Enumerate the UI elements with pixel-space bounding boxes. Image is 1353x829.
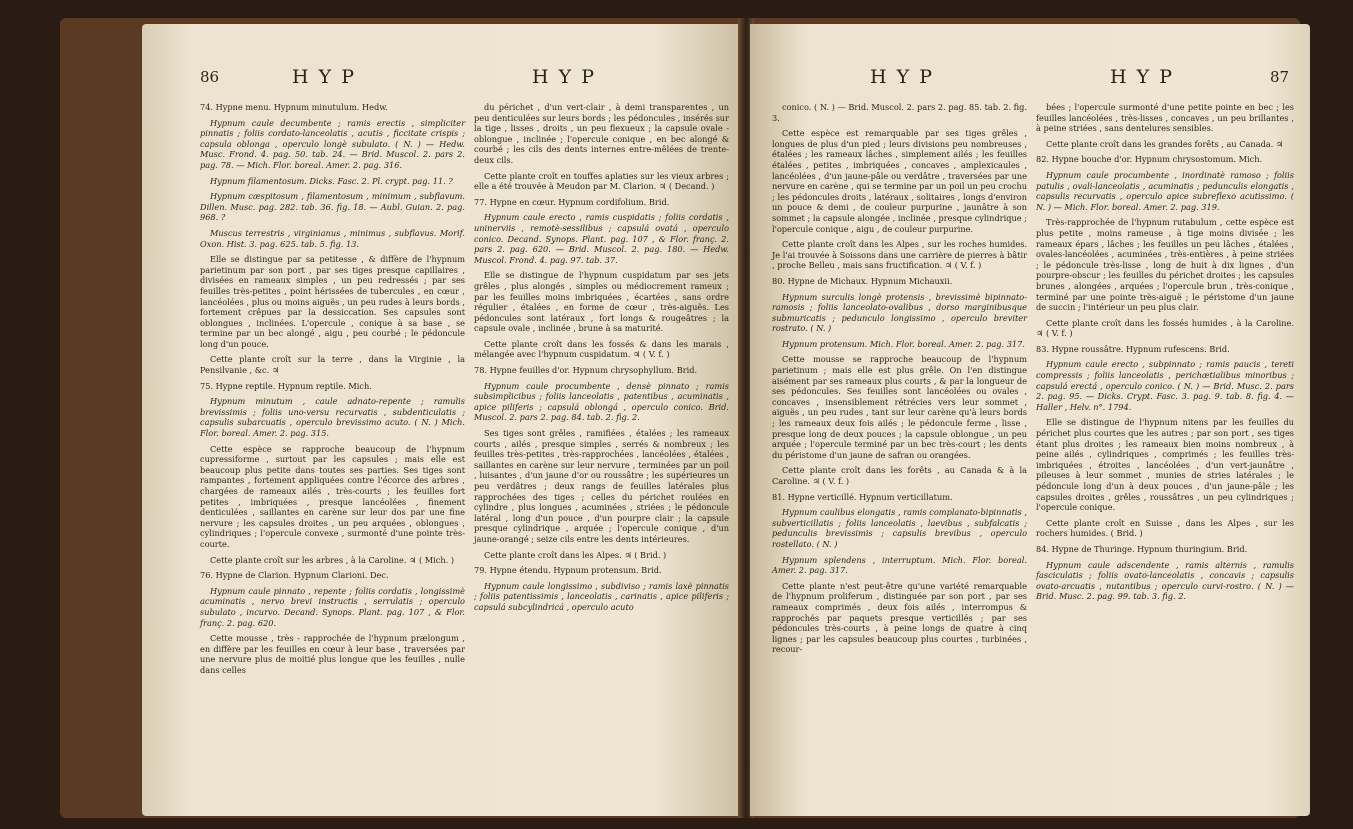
paragraph: 75. Hypne reptile. Hypnum reptile. Mich. bbox=[200, 380, 372, 391]
paragraph: Muscus terrestris , virginianus , minimus , subflavus. Morif. Oxon. Hist. 3. pag. 625. tab. 5. fig. 13. bbox=[200, 227, 465, 249]
paragraph: Hypnum caule adscendente , ramis alternis , ramulis fasciculatis ; foliis ovato-lanceolatis , concavis ; capsulis ovato-arcuatis , nutantibus ; operculo curvi-rostro. ( N. ) — Brid. Musc. 2. pag. 99. tab. 3. fig. 2. bbox=[1036, 559, 1294, 602]
paragraph: Ses tiges sont grêles , ramifiées , étalées ; les rameaux courts , ailés , presque simples , serrés & nombreux ; les feuilles très-petites , très-rapprochées , lancéolées , étalées , saillantes en carène sur leur nervure , terminées par un poil , luisantes , d'un jaune d'or ou roussâtre ; les supérieures un peu verdâtres ; deux rangs de feuilles latérales plus rapprochées des tiges ; celles du périchet roulées en cylindre , plus longues , acuminées , striées ; le pédoncule latéral , long d'un pouce , d'un pourpre clair ; la capsule presque cylindrique , arquée ; l'opercule conique , d'un jaune-orangé ; seize cils entre les dents intérieures. bbox=[474, 428, 729, 544]
paragraph: Cette plante croît sur la terre , dans la Virginie , la Pensilvanie , &c. ♃ bbox=[200, 354, 465, 376]
running-head-left-b: H Y P bbox=[532, 66, 596, 88]
paragraph: Cette plante croît sur les arbres , à la Caroline. ♃ ( Mich. ) bbox=[210, 554, 455, 565]
left-page bbox=[142, 24, 742, 816]
left-column-1 bbox=[200, 102, 465, 681]
right-column-1 bbox=[772, 102, 1027, 660]
left-column-2 bbox=[474, 102, 729, 618]
paragraph: 77. Hypne en cœur. Hypnum cordifolium. Brid. bbox=[474, 196, 670, 207]
paragraph: 79. Hypne étendu. Hypnum protensum. Brid. bbox=[474, 565, 662, 576]
paragraph: Hypnum cæspitosum , filamentosum , minimum , subflavum. Dillen. Musc. pag. 282. tab. 36. fig. 18. — Aubl. Guian. 2. pag. 968. ? bbox=[200, 191, 465, 223]
paragraph: Cette plante n'est peut-être qu'une variété remarquable de l'hypnum proliferum , distinguée par son port , par ses rameaux comprimés , deux fois ailés , interrompus & rapprochés par paquets presque verticillés ; par ses pédoncules très-courts , à peine longs de quatre à cinq lignes ; par les capsules beaucoup plus courtes , turbinées , recour- bbox=[772, 580, 1027, 655]
paragraph: Cette plante croît dans les grandes forêts , au Canada. ♃ bbox=[1046, 138, 1284, 149]
paragraph: Hypnum caule longissimo , subdiviso ; ramis laxè pinnatis ; foliis patentissimis , lanceolatis , carinatis , apice piliferis ; capsulá subcylindricá , operculo acuto bbox=[474, 580, 729, 612]
paragraph: 80. Hypne de Michaux. Hypnum Michauxii. bbox=[772, 275, 953, 286]
running-head-right-a: H Y P bbox=[870, 66, 934, 88]
paragraph: Hypnum minutum , caule adnato-repente ; ramulis brevissimis ; foliis uno-versu recurvatis , subdenticulatis ; capsulis subarcuatis , operculo brevissimo acuto. ( N. ) Mich. Flor. boreal. Amer. 2. pag. 315. bbox=[200, 396, 465, 439]
paragraph: Cette plante croît dans les Alpes. ♃ ( Brid. ) bbox=[484, 549, 667, 560]
paragraph: 82. Hypne bouche d'or. Hypnum chrysostomum. Mich. bbox=[1036, 154, 1263, 165]
paragraph: Hypnum protensum. Mich. Flor. boreal. Amer. 2. pag. 317. bbox=[782, 338, 1025, 349]
paragraph: Hypnum surculis longè protensis , brevissimè bipinnato-ramosis ; foliis lanceolato-ovalibus , dorso marginibusque submuricatis ; pedunculo longissimo , operculo breviter rostrato. ( N. ) bbox=[772, 291, 1027, 334]
paragraph: Cette plante croît en touffes aplaties sur les vieux arbres ; elle a été trouvée à Meudon par M. Clarion. ♃ ( Decand. ) bbox=[474, 170, 729, 192]
paragraph: Cette mousse , très - rapprochée de l'hypnum prælongum , en diffère par les feuilles en cœur à leur base , traversées par une nervure plus de moitié plus longue que les feuilles , nulle dans celles bbox=[200, 633, 465, 675]
paragraph: Cette espèce se rapproche beaucoup de l'hypnum cupressiforme , surtout par les capsules ; mais elle est beaucoup plus petite dans toutes ses parties. Ses tiges sont rampantes , fortement appliquées contre l'écorce des arbres , chargées de rameaux ailés , très-courts ; les feuilles fort petites , imbriquées , presque lancéolées , finement denticulées , saillantes en carène sur leur dos par une fine nervure ; les capsules droites , un peu arquées , oblongues , cylindriques ; l'opercule convexe , surmonté d'une pointe très-courte. bbox=[200, 443, 465, 549]
paragraph: Cette espèce est remarquable par ses tiges grêles , longues de plus d'un pied ; leurs divisions peu nombreuses , étalées ; les rameaux lâches , simplement ailés ; les feuilles étalées , petites , imbriquées , concaves , amplexicaules , lancéolées , d'un jaune-pâle ou verdâtre , traversées par une nervure en carène , qui se termine par un poil un peu crochu ; les pédoncules droits , latéraux , solitaires , longs d'environ un pouce & demi , de couleur purpurine , jaunâtre à son sommet ; la capsule alongée , inclinée , presque cylindrique ; l'opercule conique , aigu , de couleur purpurine. bbox=[772, 128, 1027, 234]
paragraph: Elle se distingue de l'hypnum cuspidatum par ses jets grêles , plus alongés , simples ou médiocrement rameux ; par les feuilles moins imbriquées , écartées , sans ordre régulier , étalées , en forme de cœur , très-aiguës. Les pédoncules sont latéraux , fort longs & rougeâtres ; la capsule ovale , inclinée , brune à sa maturité. bbox=[474, 270, 729, 334]
paragraph: 76. Hypne de Clarion. Hypnum Clarioni. Dec. bbox=[200, 570, 389, 581]
paragraph: Cette plante croît dans les fossés & dans les marais , mélangée avec l'hypnum cuspidatum. ♃ ( V. f. ) bbox=[474, 338, 729, 360]
right-column-2 bbox=[1036, 102, 1294, 607]
paragraph: Cette mousse se rapproche beaucoup de l'hypnum parietinum ; mais elle est plus grêle. On l'en distingue aisément par ses rameaux plus courts , & par la longueur de ses pédoncules. Ses feuilles sont lancéolées ou ovales , concaves , insensiblement rétrécies vers leur sommet , aiguës , un peu rudes , tant sur leur carène qu'à leurs bords ; les rameaux deux fois ailés ; le pédoncule ferme , lisse , presque long de deux pouces ; la capsule oblongue , un peu arquée ; l'opercule terminé par un bec très-court ; les dents du péristome d'un jaune de safran ou orangées. bbox=[772, 354, 1027, 460]
page-number-right: 87 bbox=[1270, 68, 1290, 86]
paragraph: Hypnum filamentosum. Dicks. Fasc. 2. Pl. crypt. pag. 11. ? bbox=[210, 175, 453, 186]
paragraph: Hypnum caule erecto , ramis cuspidatis ; foliis cordatis , uninerviis , remotè-sessilibus ; capsulá ovatá , operculo conico. Decand. Synops. Plant. pag. 107 , & Flor. franç. 2. pars 2. pag. 620. — Brid. Muscol. 2. pag. 180. — Hedw. Muscol. Frond. 4. pag. 97. tab. 37. bbox=[474, 212, 729, 265]
paragraph: 74. Hypne menu. Hypnum minutulum. Hedw. bbox=[200, 102, 388, 112]
paragraph: Hypnum caulibus elongatis , ramis complanato-bipinnatis , subverticillatis ; foliis lanceolatis , laevibus , subfalcatis ; pedunculis brevissimis ; capsulis brevibus , operculo rostellato. ( N. ) bbox=[772, 507, 1027, 549]
paragraph: Hypnum caule procumbente , densè pinnato ; ramis subsimplicibus ; foliis lanceolatis , patentibus , acuminatis , apice piliferis ; capsulá oblongá , operculo conico. Brid. Muscol. 2. pars 2. pag. 84. tab. 2. fig. 2. bbox=[474, 380, 729, 423]
right-page bbox=[750, 24, 1310, 816]
book bbox=[60, 18, 1300, 818]
paragraph: Elle se distingue par sa petitesse , & diffère de l'hypnum parietinum par son port , par ses tiges presque capillaires , divisées en rameaux simples , un peu redressés ; par ses feuilles très-petites , point hérissées de tubercules , en cœur , lancéolées , plus ou moins aiguës , un peu rudes à leurs bords , fortement crêpues par la dessiccation. Ses capsules sont oblongues , inclinées. L'opercule , conique à sa base , se termine par un bec alongé , aigu , peu courbé ; le pédoncule long d'un pouce. bbox=[200, 254, 465, 349]
paragraph: Cette plante croît dans les forêts , au Canada & à la Caroline. ♃ ( V. f. ) bbox=[772, 465, 1027, 486]
paragraph: Cette plante croît dans les fossés humides , à la Caroline. ♃ ( V. f. ) bbox=[1036, 317, 1294, 339]
paragraph: Hypnum splendens , interruptum. Mich. Flor. boreal. Amer. 2. pag. 317. bbox=[772, 554, 1027, 576]
paragraph: 84. Hypne de Thuringe. Hypnum thuringium. Brid. bbox=[1036, 543, 1248, 554]
paragraph: bées ; l'opercule surmonté d'une petite pointe en bec ; les feuilles lancéolées , très-lisses , concaves , un peu brillantes , à peine striées , sans dentelures sensibles. bbox=[1036, 102, 1294, 134]
paragraph: Hypnum caule pinnato , repente ; foliis cordatis , longissimè acuminatis , nervo brevi instructis , serrulatis ; operculo subulato , incurvo. Decand. Synops. Plant. pag. 107 , & Flor. franç. 2. pag. 620. bbox=[200, 585, 465, 628]
paragraph: Elle se distingue de l'hypnum nitens par les feuilles du périchet plus courtes que les autres ; par son port , ses tiges étant plus droites ; les rameaux bien moins nombreux , à peine ailés , cylindriques , comprimés ; les feuilles très-imbriquées , étroites , lancéolées , d'un vert-jaunâtre , pileuses à leur sommet , munies de stries latérales ; le pédoncule long d'un à deux pouces , d'un jaune-pâle ; les capsules droites , grêles , roussâtres , un peu cylindriques ; l'opercule conique. bbox=[1036, 417, 1294, 513]
paragraph: Cette plante croît dans les Alpes , sur les roches humides. Je l'ai trouvée à Soissons dans une carrière de pierres à bâtir , proche Belleu , mais sans fructification. ♃ ( V. f. ) bbox=[772, 239, 1027, 271]
page-number-left: 86 bbox=[200, 68, 220, 86]
paragraph: Hypnum caule erecto , subpinnato ; ramis paucis , tereti compressis ; foliis lanceolatis , perichætialibus minoribus ; capsulá erectá , operculo conico. ( N. ) — Brid. Musc. 2. pars 2. pag. 95. — Dicks. Crypt. Fasc. 3. pag. 9. tab. 8. fig. 4. — Haller , Helv. n°. 1794. bbox=[1036, 359, 1294, 412]
paragraph: 83. Hypne roussâtre. Hypnum rufescens. Brid. bbox=[1036, 343, 1230, 354]
running-head-right-b: H Y P bbox=[1110, 66, 1174, 88]
paragraph: Très-rapprochée de l'hypnum rutabulum , cette espèce est plus petite , moins rameuse , à tige moins divisée ; les rameaux épars , lâches ; les feuilles un peu lâches , étalées , ovales-lancéolées , acuminées , très-entières , à peine striées ; le pédoncule très-lisse , long de huit à dix lignes , d'un pourpre-obscur ; les feuilles du périchet droites ; les capsules brunes , alongées , arquées ; l'opercule brun , très-conique , terminé par une pointe très-aiguë ; le péristome d'un jaune de succin ; l'intérieur un peu plus clair. bbox=[1036, 217, 1294, 313]
paragraph: Hypnum caule decumbente ; ramis erectis , simpliciter pinnatis ; foliis cordato-lanceolatis , acutis , ficcitate crispis ; capsula oblonga , operculo longè subulato. ( N. ) — Hedw. Musc. Frond. 4. pag. 50. tab. 24. — Brid. Muscol. 2. pars 2. pag. 78. — Mich. Flor. boreal. Amer. 2. pag. 316. bbox=[200, 117, 465, 170]
paragraph: du périchet , d'un vert-clair , à demi transparentes , un peu denticulées sur leurs bords ; les pédoncules , insérés sur la tige , lisses , droits , un peu flexueux ; la capsule ovale - oblongue , inclinée ; l'opercule conique , en bec alongé & courbé ; les cils des dents internes entre-mêlées de trente-deux cils. bbox=[474, 102, 729, 165]
paragraph: Hypnum caule procumbente , inordinatè ramoso ; foliis patulis , ovali-lanceolatis , acuminatis ; pedunculis elongatis , capsulis recurvatis , operculo apice subreflexo acutissimo. ( N. ) — Mich. Flor. boreal. Amer. 2. pag. 319. bbox=[1036, 169, 1294, 212]
paragraph: conico. ( N. ) — Brid. Muscol. 2. pars 2. pag. 85. tab. 2. fig. 3. bbox=[772, 102, 1027, 123]
running-head-left-a: H Y P bbox=[292, 66, 356, 88]
paragraph: 78. Hypne feuilles d'or. Hypnum chrysophyllum. Brid. bbox=[474, 365, 698, 376]
paragraph: 81. Hypne verticillé. Hypnum verticillatum. bbox=[772, 491, 953, 502]
paragraph: Cette plante croît en Suisse , dans les Alpes , sur les rochers humides. ( Brid. ) bbox=[1036, 517, 1294, 539]
